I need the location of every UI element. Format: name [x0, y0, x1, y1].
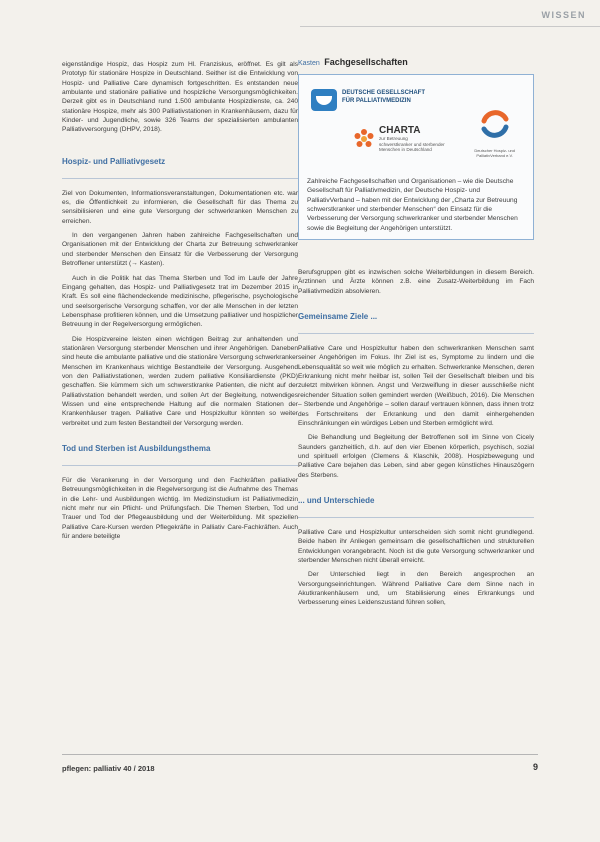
logo-area [307, 81, 525, 171]
running-head-rule [300, 26, 600, 27]
charta-flower-icon [353, 128, 375, 150]
kasten-heading [298, 52, 534, 70]
journal-footer: pflegen: palliativ 40 / 2018 [62, 764, 155, 773]
kasten-title: Fachgesellschaften [324, 57, 408, 67]
info-box-text: Zahlreiche Fachgesellschaften und Organisationen – wie die Deutsche Gesellschaft für Palliativmedizin, der Deutsche Hospiz- und PalliativVerband – haben mit der Entwicklung der „Charta zur Betreuung schwerstkranker und sterbender Menschen“ den Einsatz für die Verbesserung der Versorgung schwerkranker und sterbender Menschen sowie die Begleitung der Angehörigen unterstützt. [307, 178, 518, 232]
dgp-logo-icon [311, 89, 337, 111]
body-paragraph: In den vergangenen Jahren haben zahlreiche Fachgesellschaften und Organisationen mit der Entwicklung der Charta zur Betreuung schwerkranker und sterbender Menschen den Einsatz für die Verbesserung der Versorgung Betroffener unterstützt (→ Kasten). [62, 232, 298, 268]
page-number: 9 [532, 762, 538, 772]
dgp-logo-line1: DEUTSCHE GESELLSCHAFT [342, 90, 426, 96]
charta-logo-name: CHARTA [379, 125, 421, 136]
dhpv-logo-icon [478, 107, 512, 141]
charta-logo-sub: Menschen in Deutschland [379, 147, 432, 153]
footer-rule [62, 754, 538, 755]
dhpv-logo-line2: PalliativVerband e.V. [476, 153, 513, 158]
body-paragraph: Ziel von Dokumenten, Informationsveranstaltungen, Dokumentationen etc. war es, die Öffentlichkeit zu informieren, die Gesellschaft für das Thema zu sensibilisieren und eine gute Versorgung der schwerkranken Menschen zu erreichen. [62, 189, 298, 225]
charta-logo-sub: zur Betreuung [379, 136, 408, 141]
dgp-logo [311, 89, 425, 111]
section-heading-hospiz-palliativgesetz: Hospiz- und Palliativgesetz [62, 156, 166, 166]
intro-paragraph: eigenständige Hospiz, das Hospiz zum Hl. Franziskus, eröffnet. Es gilt als Prototyp für stationäre Hospize in Deutschland. Seither ist die Entwicklung von Hospiz- und Palliative Care dynamisch fortgeschritten. Es entstanden neue ambulante und stationäre palliative und hospizliche Versorgungsmöglichkeiten. Derzeit gibt es in Deutschland rund 1.500 ambulante Hospizdienste, ca. 240 stationäre Hospize, mehr als 300 Palliativstationen in Krankenhäusern, dazu für Kinder- und Jugendliche, sowie 326 Teams der spezialisierten ambulanten Palliativversorgung (DHPV, 2018). [62, 61, 298, 134]
body-paragraph: Palliative Care und Hospizkultur unterscheiden sich somit nicht grundlegend. Beide haben ihr Anliegen gemeinsam die gesellschaftlichen und strukturellen Entwicklungen vorangebracht. Noch ist die gute Versorgung schwerkranker und sterbender Menschen nicht überall erreicht. [298, 528, 534, 564]
section-heading-gemeinsame-ziele: Gemeinsame Ziele ... [298, 312, 378, 322]
section-heading-unterschiede: ... und Unterschiede [298, 495, 375, 505]
body-paragraph: Auch in die Politik hat das Thema Sterben und Tod im Laufe der Jahre Eingang gehalten, das Hospiz- und Palliativgesetz trat im Dezember 2015 in Kraft. Es soll eine flächendeckende medizinische, pflegerische, psychologische und seelsorgerische Versorgung schaffen, vor der alle Menschen in der letzten Lebensphase profitieren können, und die Umsetzung palliativer und hospizlicher Betreuung in der Regelversorgung ermöglichen. [62, 274, 298, 329]
charta-logo-sub: schwerstkranker und sterbender [379, 141, 445, 147]
right-column [298, 52, 534, 608]
kasten-label: Kasten [298, 60, 320, 67]
body-paragraph: Der Unterschied liegt in den Bereich angesprochen an Versorgungseinrichtungen. Während Palliative Care dem Sinne nach in Akutkrankenhäusern und, um Stabilisierung eines Erkrankungs und Verbesserung eines Leidenszustand führen sollen, [298, 571, 534, 607]
running-head: WISSEN [541, 10, 586, 20]
body-paragraph: Berufsgruppen gibt es inzwischen solche Weiterbildungen in diesem Bereich. Ärztinnen und Ärzte können z.B. eine Zusatz-Weiterbildung im Fach Palliativmedizin absolvieren. [298, 269, 534, 295]
dhpv-logo [474, 107, 515, 158]
body-paragraph: Für die Verankerung in der Versorgung und den Fachkräften palliativer Betreuungsmöglichkeiten in die Regelversorgung ist die Aufnahme des Themas in die Lehr- und Ausbildungen wichtig. Im Medizinstudium ist Palliativmedizin nicht mehr nur ein Pflicht- und Prüfungsfach. Die Themen Sterben, Tod und Trauer und Tod der Pflegeausbildung und der Weiterbildung. Mit speziellen Palliative Care-Kursen werden Pflegekräfte in Palliativ Care-Fachkräften. Auch für andere beteiligte [62, 477, 298, 541]
body-paragraph: Die Behandlung und Begleitung der Betroffenen soll im Sinne von Cicely Saunders ganzheitlich, d.h. auf den vier Ebenen körperlich, psychisch, sozial und spirituell erfolgen (Clemens & Klaschik, 2008). Hospizbewegung und Palliative Care bejahen das Leben, sind aber gegen künstliches Hinauszögern des Sterbens. [298, 434, 534, 479]
body-paragraph: Die Hospizvereine leisten einen wichtigen Beitrag zur anhaltenden und stationären Versorgung sterbender Menschen und ihrer Angehörigen. Daneben sind heute die ambulante palliative und die stationäre Versorgung schwerkranker Menschen im Krankenhaus wichtige Bestandteile der Versorgung. Ausgehend von den Palliativstationen, werden zudem palliative Konsiliardienste (PKD) geschaffen. Sie kümmern sich um schwerstkranke Patienten, die nicht auf der Palliativstation behandelt werden, und sollen Art der Begleitung, notwendiges Wissen und eine entsprechende Haltung auf die normalen Stationen der Krankenhäuser tragen. Palliative Care und Hospizkultur könnten so weiter verbreitet und zum festen Bestandteil der Versorgung werden. [62, 335, 298, 427]
charta-logo [353, 125, 445, 153]
body-paragraph: Palliative Care und Hospizkultur haben den schwerkranken Menschen samt seiner Angehörigen im Fokus. Ihr Ziel ist es, Symptome zu lindern und die Lebensqualität so weit wie möglich zu erhalten. Schwerkranke Menschen, deren Erkrankung nicht mehr heilbar ist, sollen Teil der Gesellschaft bleiben und bis zuletzt mitwirken können. Angst und Verzweiflung in dieser ausschließe nicht reichender Situation sollen gemindert werden (Weißbuch, 2016). Die Menschen – Sterbende und Angehörige – sollen darauf vertrauen können, dass ihnen trotz des Fortschreitens der Erkrankung und den damit einhergehenden Einschränkungen ein würdiges Leben und Sterben ermöglicht wird. [298, 345, 534, 427]
info-box [298, 74, 534, 240]
dhpv-logo-line1: Deutscher Hospiz- und [474, 148, 515, 153]
left-column [62, 60, 298, 541]
section-heading-ausbildungsthema: Tod und Sterben ist Ausbildungsthema [62, 444, 211, 453]
dgp-logo-line2: FÜR PALLIATIVMEDIZIN [342, 98, 411, 104]
